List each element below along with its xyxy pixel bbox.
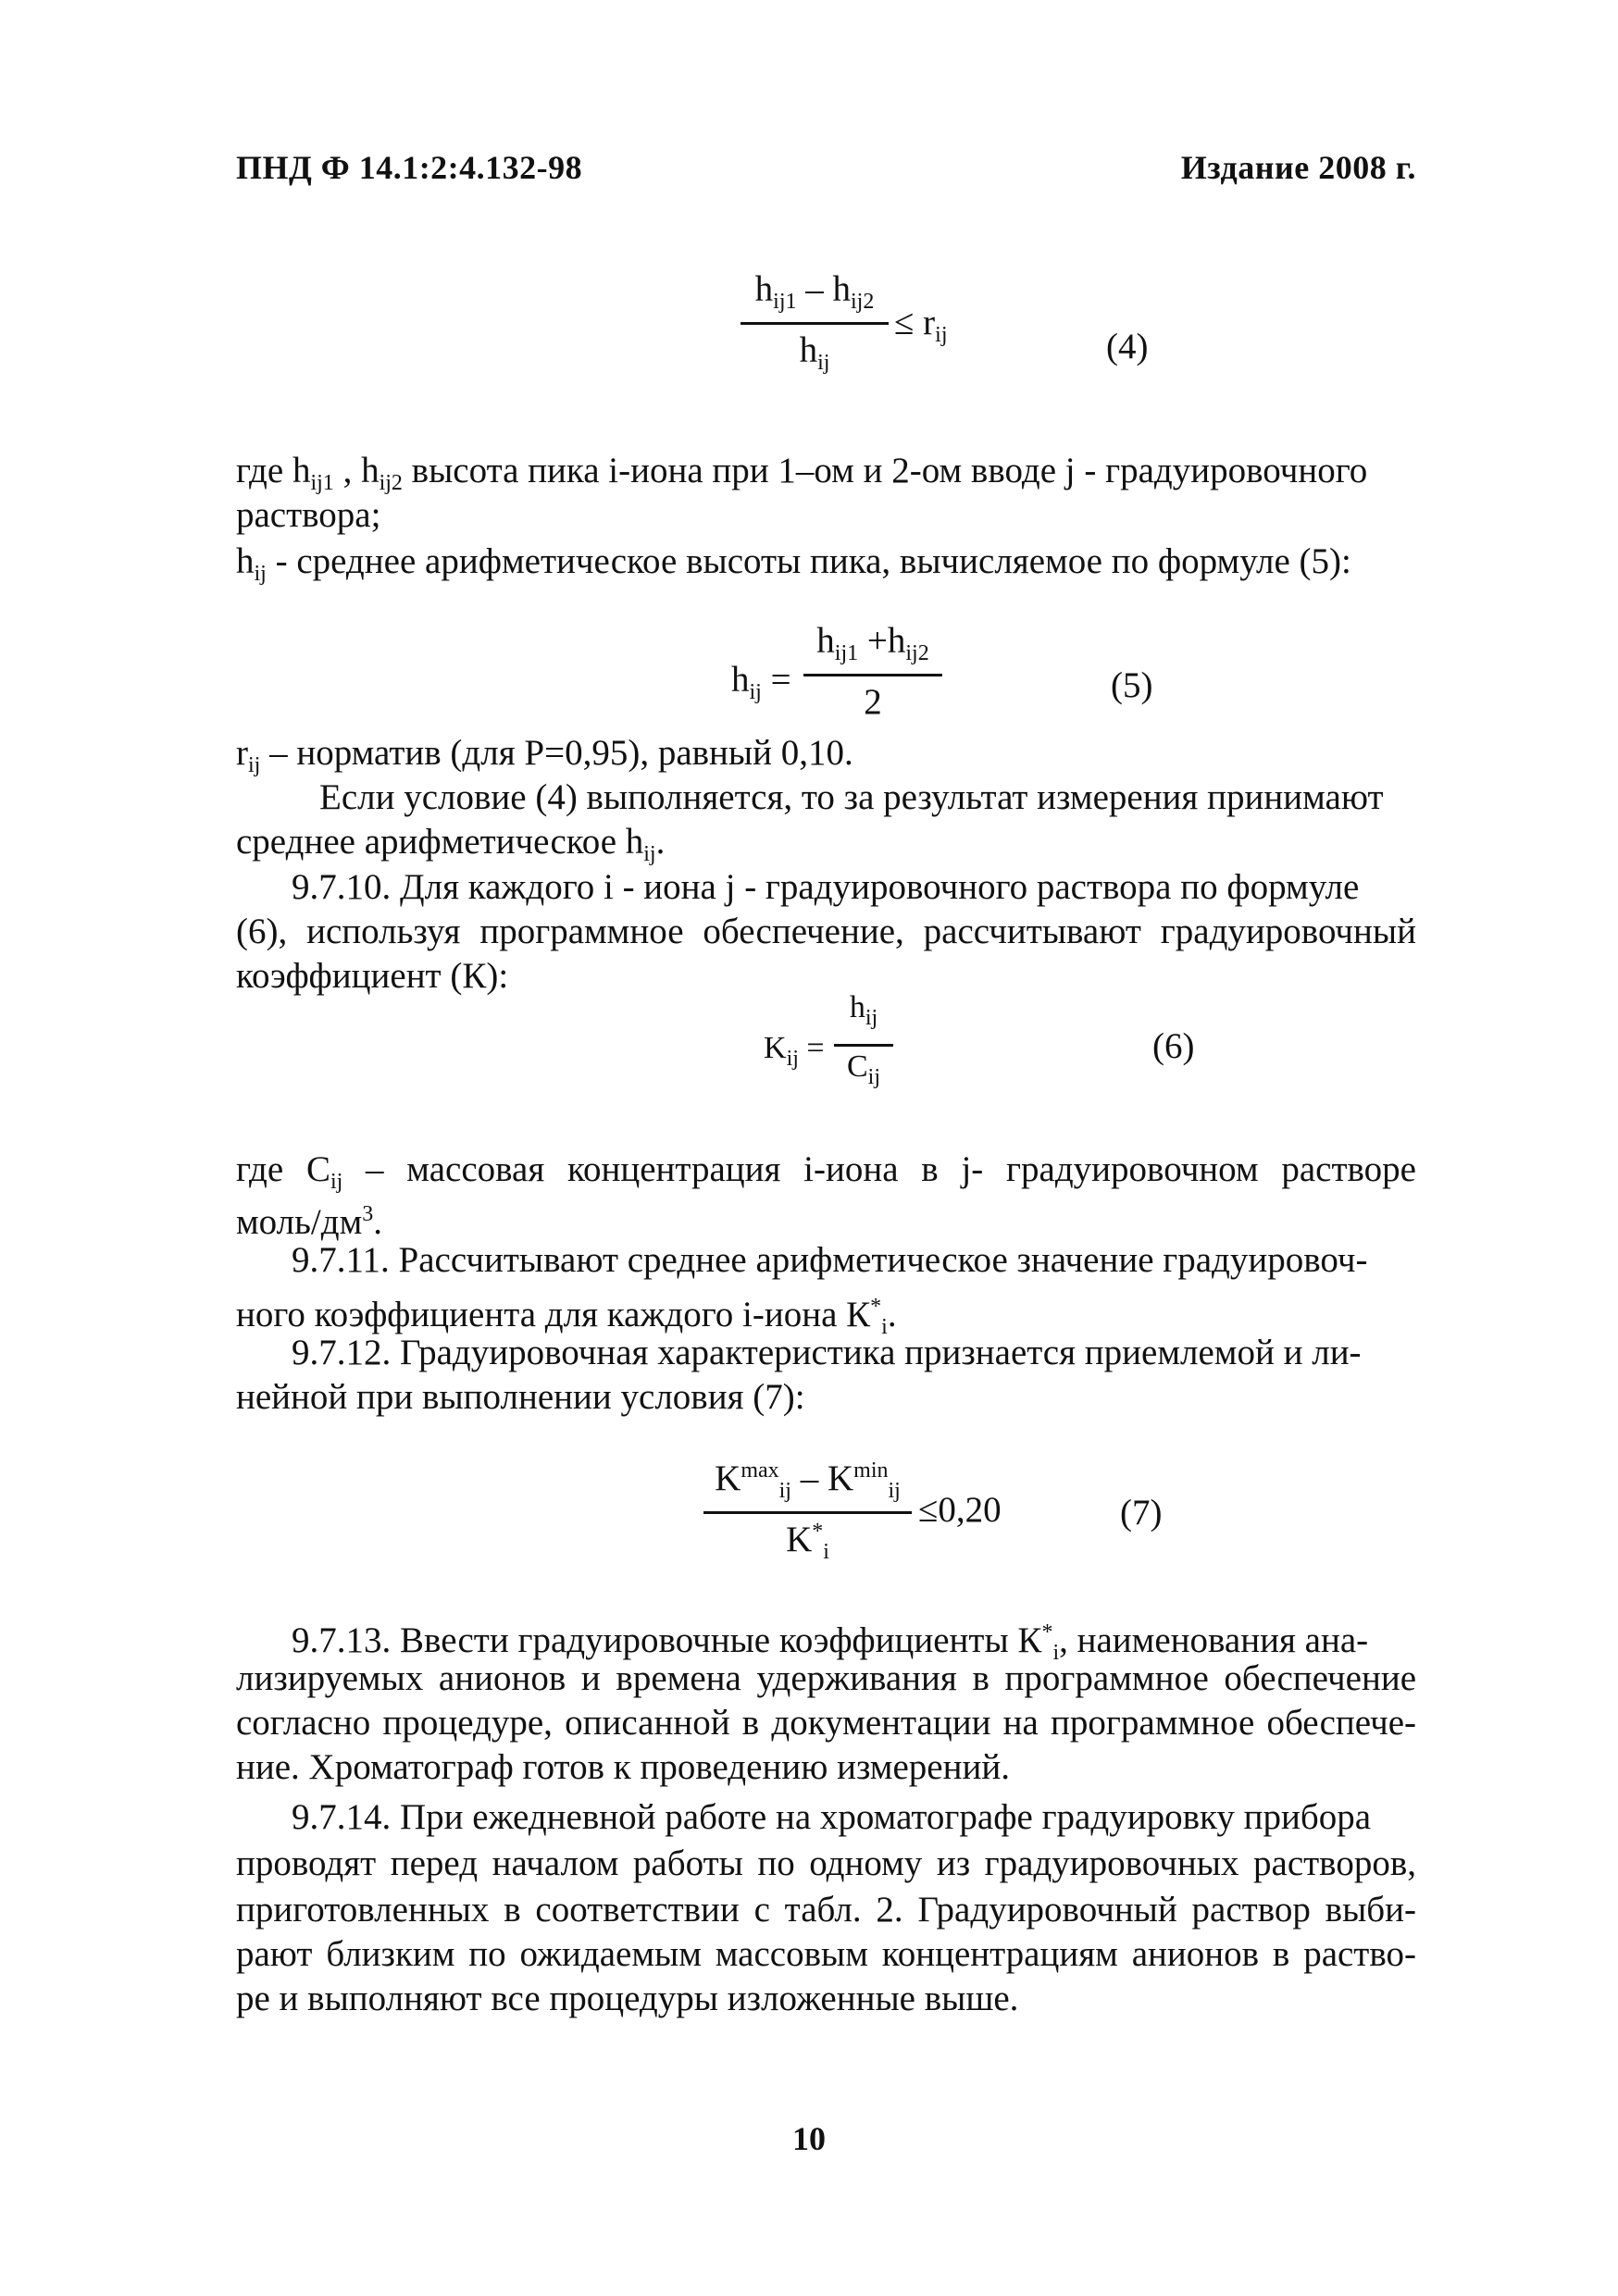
p9710-line-1: 9.7.10. Для каждого i - иона j - градуировочного раствора по формуле — [292, 867, 1360, 907]
rij-definition: $r_{ij}$ – норматив (для Р=0,95), равный 0,10. — [236, 733, 853, 777]
formula-6-fraction-bar — [834, 1044, 893, 1047]
formula-5-number: (5) — [1111, 665, 1153, 705]
formula-5-numerator: $h_{ij1} +h_{ij2}$ — [816, 621, 929, 665]
condition-line-1: Если условие (4) выполняется, то за результат измерения принимают — [319, 777, 1384, 817]
p9714-line-3: приготовленных в соответствии с табл. 2. Градуировочный раствор выби- — [236, 1890, 1416, 1930]
condition-line-2: среднее арифметическое $h_{ij}$. — [236, 822, 666, 866]
p9713-line-2: лизируемых анионов и времена удерживания в программное обеспечение — [236, 1658, 1416, 1698]
formula-6-lhs: $K_{ij}$ = — [764, 1031, 825, 1071]
formula-7-denominator: $K^*_i$ — [786, 1520, 829, 1564]
p9711-line-1: 9.7.11. Рассчитывают среднее арифметическое значение градуировоч- — [292, 1240, 1368, 1280]
formula-7-relation: ≤0,20 — [918, 1490, 1002, 1530]
formula-4-fraction-bar — [741, 322, 889, 325]
p9712-line-2: нейной при выполнении условия (7): — [236, 1377, 805, 1417]
formula-5-denominator: 2 — [864, 682, 882, 722]
p9714-line-4: рают близким по ожидаемым массовым концентрациям анионов в раство- — [236, 1934, 1416, 1974]
formula-7-fraction-bar — [703, 1511, 912, 1514]
formula-6-numerator: $h_{ij}$ — [849, 990, 878, 1030]
formula-4-numerator: $h_{ij1} - h_{ij2}$ — [754, 269, 875, 314]
doc-code: ПНД Ф 14.1:2:4.132-98 — [236, 149, 583, 186]
formula-5-lhs: $h_{ij}$ = — [731, 660, 791, 704]
formula-7-numerator: $K^{max}_{ij} - K^{min}_{ij}$ — [715, 1458, 901, 1503]
p9714-line-5: ре и выполняют все процедуры изложенные выше. — [236, 1979, 1019, 2018]
p9713-line-1: 9.7.13. Ввести градуировочные коэффициенты $К^*_i$, наименования ана- — [292, 1620, 1369, 1665]
page-number: 10 — [792, 2120, 826, 2157]
p9714-line-1: 9.7.14. При ежедневной работе на хроматографе градуировку прибора — [292, 1797, 1372, 1837]
p9710-line-3: коэффициент (К): — [236, 956, 509, 996]
p9714-line-2: проводят перед началом работы по одному из градуировочных растворов, — [236, 1843, 1416, 1883]
formula-6-number: (6) — [1152, 1026, 1195, 1066]
hij-definition: $h_{ij}$ - среднее арифметическое высоты пика, вычисляемое по формуле (5): — [236, 541, 1351, 586]
p9713-line-3: согласно процедуре, описанной в документации на программное обеспече- — [236, 1703, 1416, 1743]
formula-7-number: (7) — [1120, 1493, 1163, 1533]
where-cij-line-1: где $C_{ij}$ – массовая концентрация i-иона в j- градуировочном растворе — [236, 1149, 1416, 1194]
p9712-line-1: 9.7.12. Градуировочная характеристика признается приемлемой и ли- — [292, 1333, 1362, 1372]
formula-4-relation: ≤ $r_{ij}$ — [894, 303, 948, 347]
edition-label: Издание 2008 г. — [1180, 149, 1416, 186]
where-hij-line: где $h_{ij1}$ , $h_{ij2}$ высота пика i-иона при 1–ом и 2-ом вводе j - градуировочного — [236, 451, 1368, 495]
p9711-line-2: ного коэффициента для каждого i-иона $К^*_i$. — [236, 1295, 897, 1339]
p9713-line-4: ние. Хроматограф готов к проведению измерений. — [236, 1747, 1010, 1787]
formula-4-number: (4) — [1106, 327, 1149, 366]
formula-6-denominator: $C_{ij}$ — [846, 1049, 881, 1089]
where-hij-line-2: раствора; — [236, 495, 381, 535]
where-cij-line-2: моль/$дм^3$. — [236, 1202, 383, 1242]
p9710-line-2: (6), используя программное обеспечение, рассчитывают градуировочный — [236, 912, 1416, 951]
formula-4-denominator: $h_{ij}$ — [799, 330, 830, 375]
formula-5-fraction-bar — [803, 674, 942, 676]
